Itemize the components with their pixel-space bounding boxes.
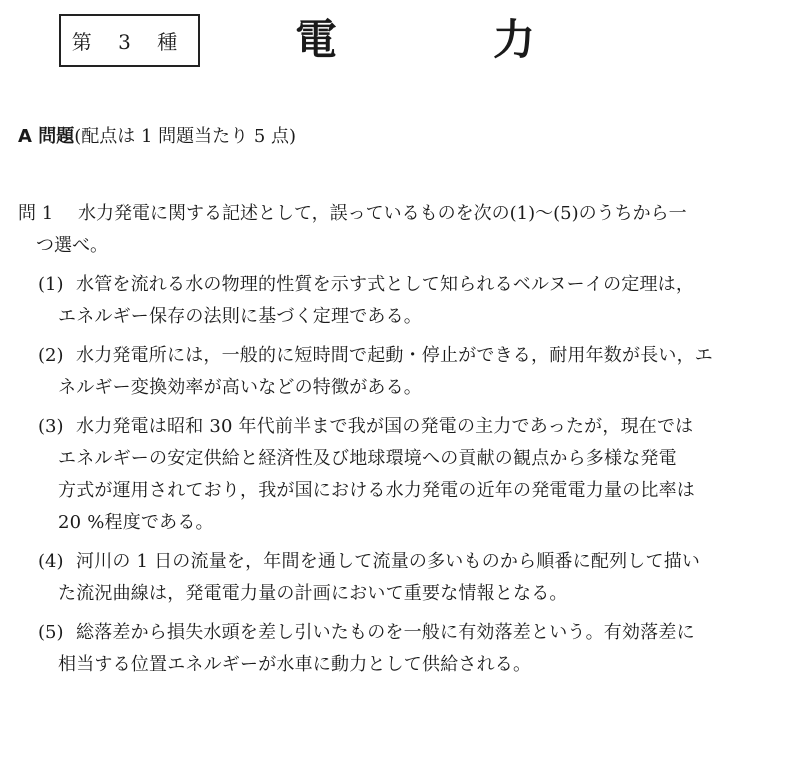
option-text-line: 水力発電は昭和 30 年代前半まで我が国の発電の主力であったが，現在では	[76, 416, 694, 437]
answer-options	[18, 269, 773, 681]
option-number: (1)	[38, 274, 64, 295]
question-1	[18, 198, 773, 688]
section-scoring-note: (配点は 1 問題当たり 5 点)	[74, 126, 297, 147]
option-text-line: 20 %程度である。	[58, 512, 214, 533]
option-text-line: 方式が運用されており，我が国における水力発電の近年の発電電力量の比率は	[58, 480, 695, 501]
answer-option-2	[18, 340, 773, 404]
subject-title-char-2: 力	[492, 15, 535, 64]
option-text-line: 水管を流れる水の物理的性質を示す式として知られるベルヌーイの定理は，	[76, 274, 695, 295]
option-text-line: エネルギー保存の法則に基づく定理である。	[58, 306, 422, 327]
section-heading-label: A 問題	[18, 126, 75, 147]
section-heading	[18, 123, 296, 151]
exam-category-label: 第 3 種	[71, 30, 188, 54]
question-number: 問 1	[18, 203, 54, 224]
answer-option-1	[18, 269, 773, 333]
option-text-line: エネルギーの安定供給と経済性及び地球環境への貢献の観点から多様な発電	[58, 448, 677, 469]
answer-option-4	[18, 546, 773, 610]
option-number: (4)	[38, 551, 64, 572]
option-text-line: ネルギー変換効率が高いなどの特徴がある。	[58, 377, 422, 398]
subject-title	[295, 12, 535, 68]
question-stem-line-2: つ選べ。	[36, 235, 108, 256]
answer-option-3	[18, 411, 773, 539]
option-text-line: 相当する位置エネルギーが水車に動力として供給される。	[58, 654, 532, 675]
option-number: (2)	[38, 345, 64, 366]
option-number: (5)	[38, 622, 64, 643]
question-stem	[18, 198, 773, 230]
option-text-line: 河川の 1 日の流量を，年間を通して流量の多いものから順番に配列して描い	[76, 551, 701, 572]
question-stem-line-1: 水力発電に関する記述として，誤っているものを次の(1)～(5)のうちから一	[78, 203, 687, 224]
option-text-line: 総落差から損失水頭を差し引いたものを一般に有効落差という。有効落差に	[76, 622, 695, 643]
answer-option-5	[18, 617, 773, 681]
option-text-line: た流況曲線は，発電電力量の計画において重要な情報となる。	[58, 583, 568, 604]
subject-title-char-1: 電	[295, 15, 338, 64]
exam-category-box	[59, 14, 200, 67]
option-number: (3)	[38, 416, 64, 437]
option-text-line: 水力発電所には，一般的に短時間で起動・停止ができる，耐用年数が長い，エ	[76, 345, 713, 366]
